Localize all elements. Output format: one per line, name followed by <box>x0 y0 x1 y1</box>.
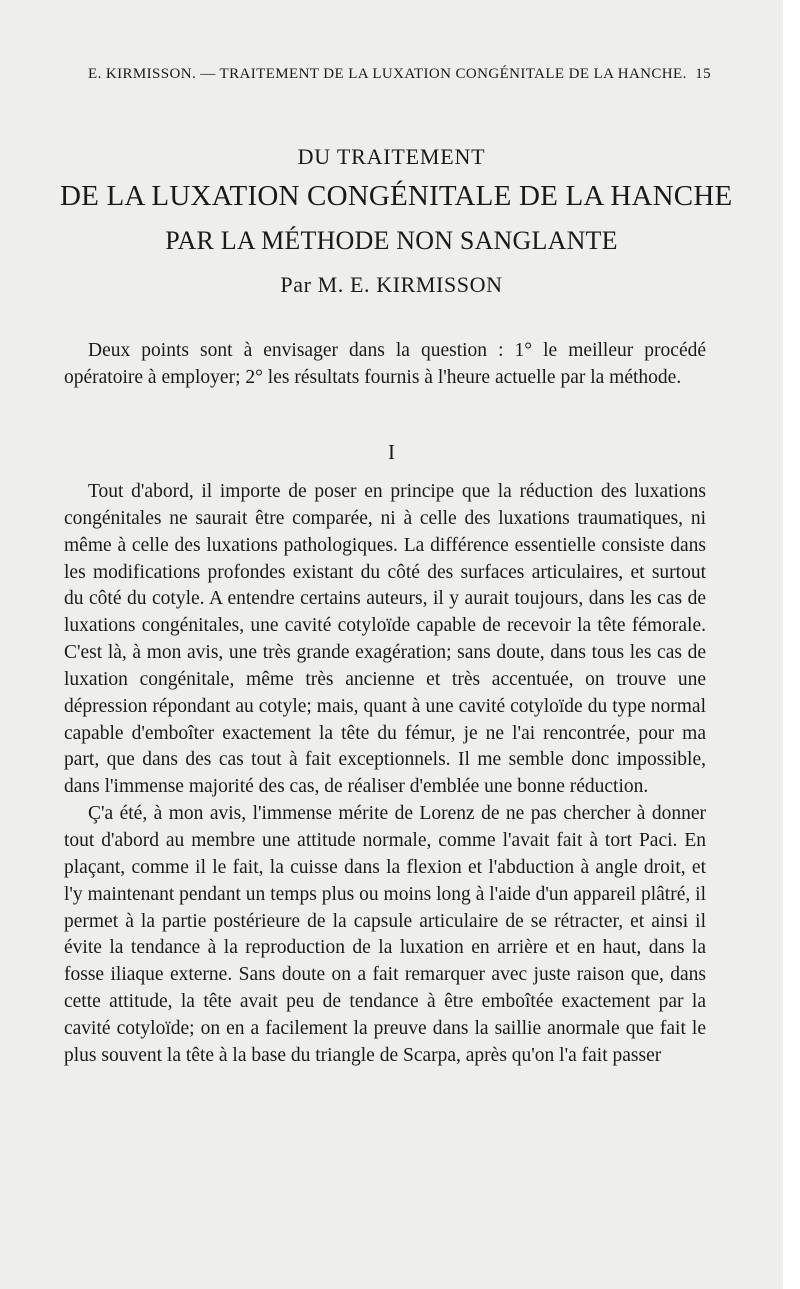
article-title-line-3: PAR LA MÉTHODE NON SANGLANTE <box>165 226 618 255</box>
body-text <box>64 479 706 1070</box>
author-byline: Par M. E. KIRMISSON <box>280 272 503 297</box>
scan-margin <box>783 0 800 1289</box>
page-number: 15 <box>695 66 711 82</box>
paragraph-1: Tout d'abord, il importe de poser en principe que la réduction des luxations congénitales ne saurait être comparée, ni à celle des luxations traumatiques, ni même à celle des luxations pathologiques. La différence essentielle consiste dans les modifications profondes existant du côté des surfaces articulaires, et surtout du côté du cotyle. A entendre certains auteurs, il y aurait toujours, dans les cas de luxations congénitales, une cavité cotyloïde capable de recevoir la tête fémorale. C'est là, à mon avis, une très grande exagération; sans doute, dans tous les cas de luxation congénitale, même très ancienne et très accentuée, on trouve une dépression répondant au cotyle; mais, quant à une cavité cotyloïde du type normal capable d'emboîter exactement la tête du fémur, je ne l'ai rencontrée, pour ma part, que dans des cas tout à fait exceptionnels. Il me semble donc impossible, dans l'immense majorité des cas, de réaliser d'emblée une bonne réduction. <box>64 481 706 798</box>
article-title-line-1: DU TRAITEMENT <box>297 144 486 169</box>
intro-paragraph: Deux points sont à envisager dans la question : 1° le meilleur procédé opératoire à employer; 2° les résultats fournis à l'heure actuelle par la méthode. <box>64 340 706 388</box>
paragraph-2: Ç'a été, à mon avis, l'immense mérite de Lorenz de ne pas chercher à donner tout d'abord au membre une attitude normale, comme l'avait fait à tort Paci. En plaçant, comme il le fait, la cuisse dans la flexion et l'abduction à angle droit, et l'y maintenant pendant un temps plus ou moins long à l'aide d'un appareil plâtré, il permet à la partie postérieure de la capsule articulaire de se rétracter, et ainsi il évite la tendance à la reproduction de la luxation en arrière et en haut, dans la fosse iliaque externe. Sans doute on a fait remarquer avec juste raison que, dans cette attitude, la tête avait peu de tendance à être emboîtée exactement par la cavité cotyloïde; on en a facilement la preuve dans la saillie anormale que fait le plus souvent la tête à la base du triangle de Scarpa, après qu'on l'a fait passer <box>64 803 706 1066</box>
section-number: I <box>388 440 395 464</box>
article-title-line-2: DE LA LUXATION CONGÉNITALE DE LA HANCHE <box>60 180 733 212</box>
intro-text <box>64 338 706 392</box>
running-head-text: E. KIRMISSON. — TRAITEMENT DE LA LUXATION CONGÉNITALE DE LA HANCHE. <box>88 66 687 82</box>
running-head <box>88 66 711 83</box>
